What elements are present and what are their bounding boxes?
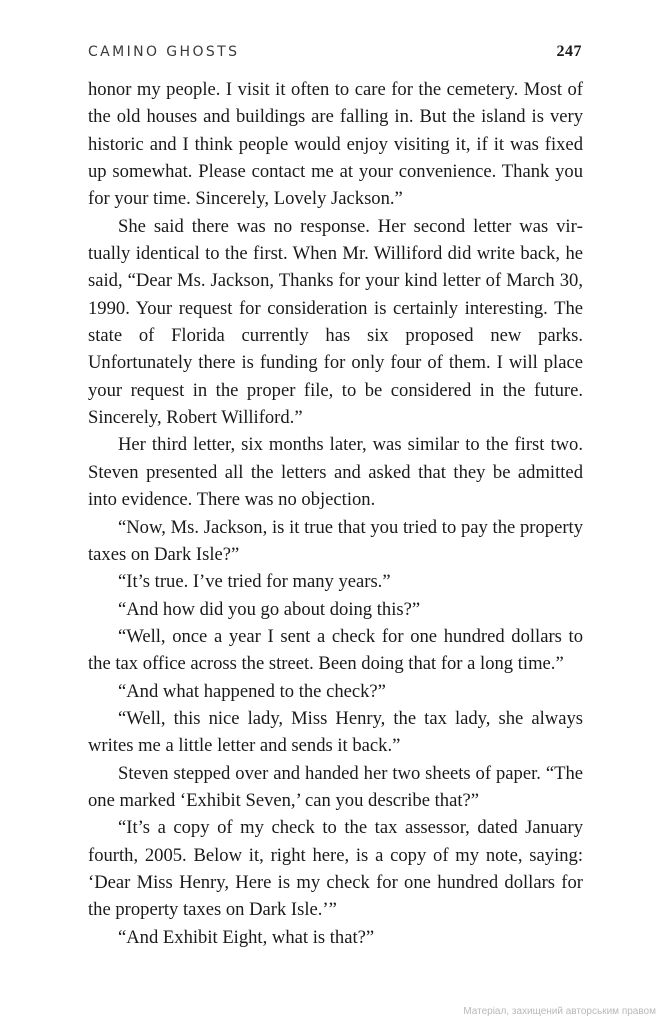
paragraph: “And how did you go about doing this?”: [118, 598, 421, 620]
paragraph: “It’s a copy of my check to the tax assessor, dated January fourth, 2005. Below it, right here, is a copy of my note, saying: ‘Dear Miss Henry, Here is my check for one hundred dollars for the property taxes on Dark Isle.’”: [88, 817, 583, 921]
paragraph: “Well, this nice lady, Miss Henry, the tax lady, she always writes me a little letter and sends it back.”: [88, 707, 583, 757]
body-text: [88, 76, 583, 951]
paragraph: She said there was no response. Her second letter was virtually identical to the first. When Mr. Williford did write back, he said, “Dear Ms. Jackson, Thanks for your kind letter of March 30, 1990. Your request for consideration is certainly interesting. The state of Florida currently has six proposed new parks. Unfortunately there is funding for only four of them. I will place your request in the proper file, to be considered in the future. Sincerely, Robert Williford.”: [88, 215, 583, 429]
paragraph: honor my people. I visit it often to care for the cemetery. Most of the old houses and buildings are falling in. But the island is very historic and I think people would enjoy visiting it, if it was fixed up somewhat. Please contact me at your convenience. Thank you for your time. Sincerely, Lovely Jackson.”: [88, 79, 583, 210]
paragraph: “And what happened to the check?”: [118, 680, 386, 702]
paragraph: “Now, Ms. Jackson, is it true that you tried to pay the property taxes on Dark Isle?”: [88, 516, 583, 565]
page-number: 247: [556, 43, 582, 60]
paragraph: “It’s true. I’ve tried for many years.”: [118, 571, 391, 593]
paragraph: “And Exhibit Eight, what is that?”: [118, 926, 375, 948]
running-head-title: CAMINO GHOSTS: [88, 44, 240, 60]
copyright-watermark: Матеріал, захищений авторським правом: [463, 1006, 656, 1017]
paragraph: Her third letter, six months later, was similar to the first two. Steven presented all the letters and asked that they be admitted into evidence. There was no objection.: [88, 434, 583, 511]
paragraph: Steven stepped over and handed her two sheets of paper. “The one marked ‘Exhibit Seven,’ can you describe that?”: [88, 762, 583, 811]
paragraph: “Well, once a year I sent a check for one hundred dollars to the tax office across the street. Been doing that for a long time.”: [88, 625, 583, 675]
